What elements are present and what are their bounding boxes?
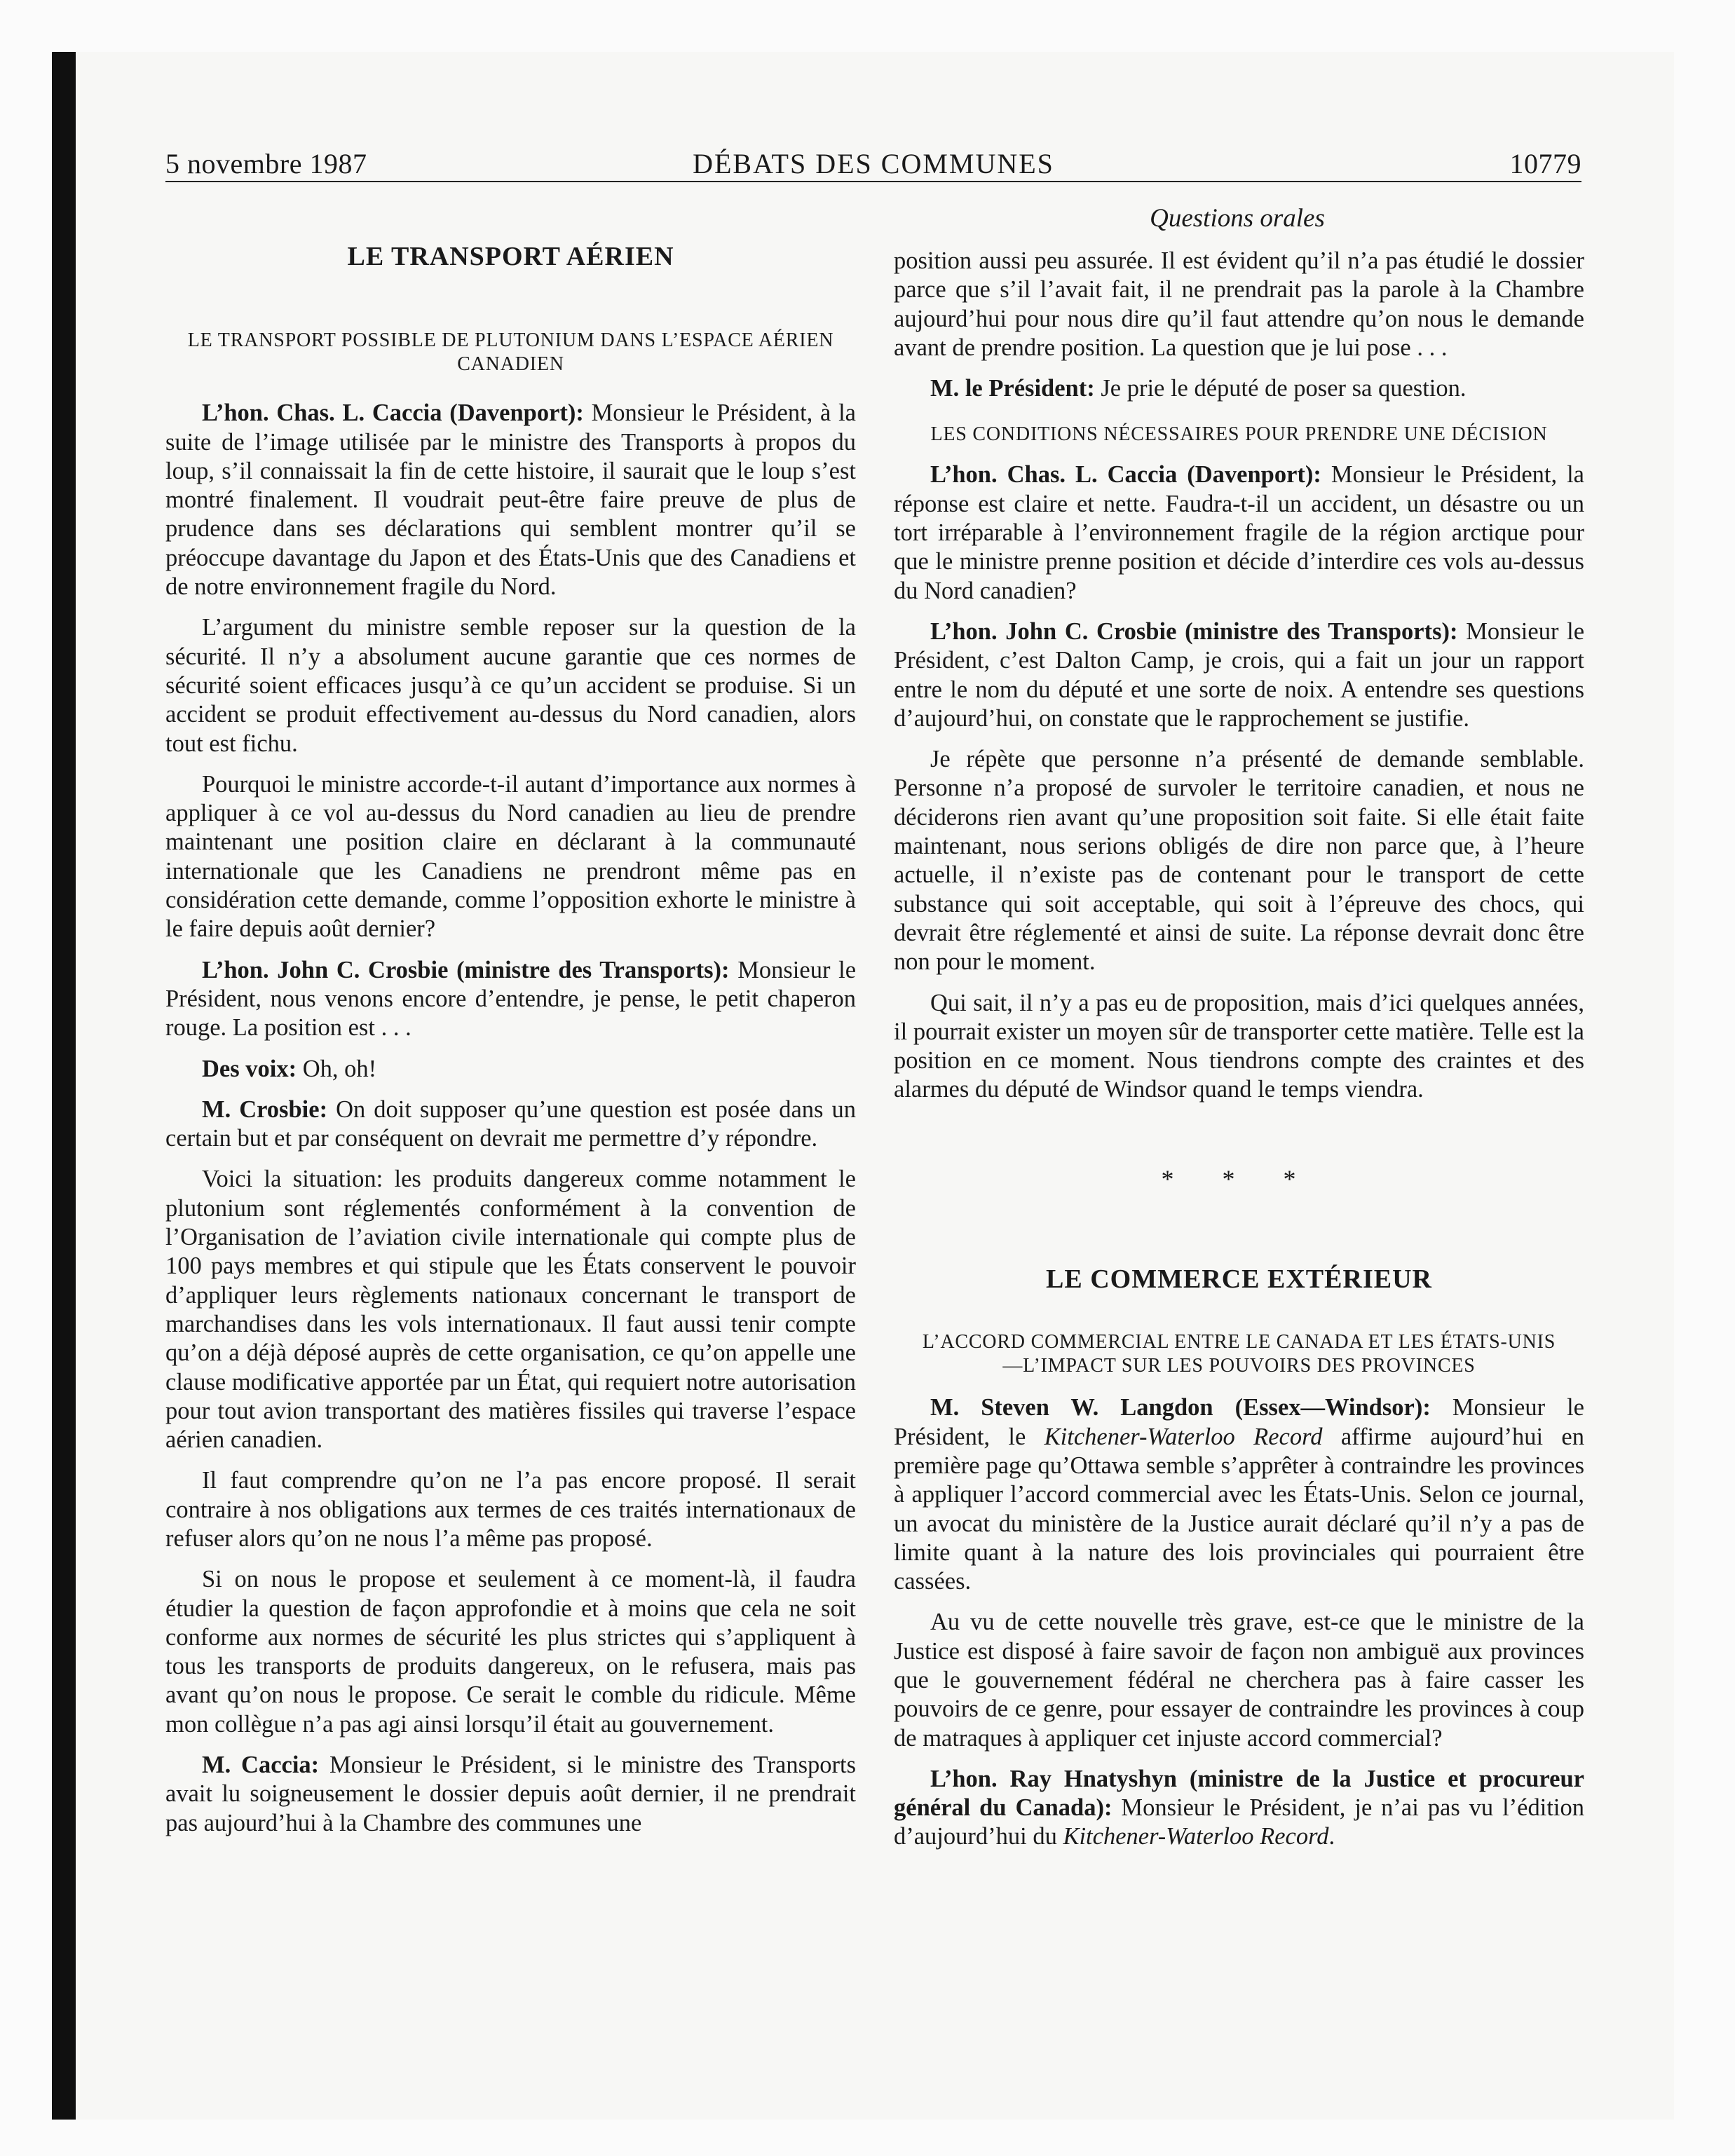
speech-text: Je prie le député de poser sa question.	[1094, 375, 1467, 402]
header-rule	[165, 181, 1581, 182]
paragraph-president	[894, 374, 1584, 403]
debate-paragraph	[894, 618, 1584, 733]
running-head: Questions orales	[1150, 204, 1325, 233]
speech-text: On doit supposer qu’une question est posée dans un certain but et par conséquent on devrait me permettre d’y répondre.	[165, 1096, 856, 1152]
newspaper-title: Kitchener-Waterloo Record	[1063, 1823, 1329, 1850]
speaker-name: L’hon. John C. Crosbie (ministre des Transports):	[930, 618, 1458, 645]
speech-text: Monsieur le Président, si le ministre des Transports avait lu soigneusement le dossier depuis août dernier, il ne prendrait pas aujourd’hui à la Chambre des communes une	[165, 1752, 857, 1836]
right-column	[894, 247, 1584, 1852]
debate-paragraph	[894, 460, 1584, 605]
speech-text: L’argument du ministre semble reposer sur la question de la sécurité. Il n’y a absolument aucune garantie que ces normes de sécurité soient efficaces jusqu’à ce qu’un accident se produise. Si un accident se produit effectivement au-dessus du Nord canadien, alors tout est fichu.	[165, 614, 856, 757]
subtitle-accord: L’ACCORD COMMERCIAL ENTRE LE CANADA ET LES ÉTATS-UNIS—L’IMPACT SUR LES POUVOIRS DES PROVINCES	[922, 1331, 1556, 1377]
section-separator-stars: * * *	[1161, 1164, 1317, 1193]
debate-paragraph	[165, 1565, 856, 1739]
debate-paragraph	[165, 770, 856, 944]
debate-paragraph	[894, 989, 1584, 1105]
debate-paragraph	[165, 1466, 856, 1553]
paragraph-hnatyshyn	[894, 1765, 1584, 1852]
speaker-name: L’hon. John C. Crosbie (ministre des Transports):	[202, 956, 730, 983]
speaker-name: L’hon. Chas. L. Caccia (Davenport):	[930, 461, 1321, 489]
speech-text: Pourquoi le ministre accorde-t-il autant d’importance aux normes à appliquer à ce vol au-dessus du Nord canadien au lieu de prendre maintenant une position claire en déclarant à la communauté internationale que les Canadiens ne prendront même pas en considération cette demande, comme l’opposition exhorte le ministre à le faire depuis août dernier?	[165, 770, 856, 943]
left-column	[165, 238, 856, 1838]
debate-paragraph	[165, 1055, 856, 1084]
speaker-name: M. Steven W. Langdon (Essex—Windsor):	[930, 1394, 1431, 1421]
header-page-number: 10779	[1509, 148, 1581, 179]
left-paragraphs	[165, 399, 856, 1838]
speech-text: Si on nous le propose et seulement à ce moment-là, il faudra étudier la question de façon approfondie et à moins que cela ne soit conforme aux normes de sécurité les plus strictes qui s’appliquent à tous les transports de produits dangereux, on le refusera, mais pas avant qu’on nous le propose. Ce serait le comble du ridicule. Même mon collègue n’a pas agi ainsi lorsqu’il était au gouvernement.	[165, 1566, 856, 1738]
header-title: DÉBATS DES COMMUNES	[693, 148, 1054, 179]
speaker-name: L’hon. Ray Hnatyshyn (ministre de la Justice et procureur général du Canada):	[894, 1765, 1584, 1822]
speech-text: Oh, oh!	[297, 1055, 377, 1082]
speech-text: Qui sait, il n’y a pas eu de proposition, mais d’ici quelques années, il pourrait exister un moyen sûr de transporter cette matière. Telle est la position en ce moment. Nous tiendrons compte des craintes et des alarmes du député de Windsor quand le temps viendra.	[894, 989, 1584, 1103]
speech-text: Monsieur le Président, c’est Dalton Camp, je crois, qui a fait un jour un rapport entre le nom du député et une sorte de noix. A entendre ses questions d’aujourd’hui, on constate que le rapprochement se justifie.	[894, 618, 1585, 732]
paragraph-langdon	[894, 1393, 1584, 1596]
page-header	[165, 147, 1581, 184]
subtitle-plutonium: LE TRANSPORT POSSIBLE DE PLUTONIUM DANS L’ESPACE AÉRIEN CANADIEN	[187, 329, 834, 376]
debate-paragraph	[165, 399, 856, 601]
debate-paragraph	[165, 1751, 856, 1838]
debate-paragraph	[165, 613, 856, 758]
paragraph-continued: position aussi peu assurée. Il est évident qu’il n’a pas étudié le dossier parce que s’il l’avait fait, il ne prendrait pas la parole à la Chambre aujourd’hui pour nous dire qu’il faut attendre qu’on nous le demande avant de prendre position. La question que je lui pose . . .	[894, 247, 1584, 361]
debate-paragraph	[165, 1165, 856, 1454]
section-title-commerce: LE COMMERCE EXTÉRIEUR	[1046, 1264, 1432, 1295]
debate-paragraph	[894, 745, 1584, 976]
debate-paragraph	[165, 1096, 856, 1154]
speech-text: Monsieur le Président, la réponse est claire et nette. Faudra-t-il un accident, un désastre ou un tort irréparable à l’environnement fragile de la région arctique pour que le ministre prenne position et décide d’interdire ces vols au-dessus du Nord canadien?	[894, 461, 1584, 604]
subtitle-conditions: LES CONDITIONS NÉCESSAIRES POUR PRENDRE UNE DÉCISION	[930, 423, 1548, 446]
speech-text: Monsieur le Président, je n’ai pas vu l’édition d’aujourd’hui du	[894, 1794, 1584, 1850]
speech-text: affirme aujourd’hui en première page qu’Ottawa semble s’apprêter à contraindre les provinces à appliquer l’accord commercial avec les États-Unis. Selon ce journal, un avocat du ministère de la Justice aurait déclaré qu’il n’y a pas de limite quant à la nature des lois provinciales qui pourraient être cassées.	[894, 1423, 1584, 1595]
scan-edge	[52, 52, 76, 2120]
debate-paragraph	[165, 956, 856, 1043]
header-date: 5 novembre 1987	[165, 148, 367, 179]
paragraph-question: Au vu de cette nouvelle très grave, est-ce que le ministre de la Justice est disposé à faire savoir de façon non ambiguë aux provinces que le gouvernement fédéral ne cherchera pas à faire casser les pouvoirs de ce genre, pour essayer de contraindre les provinces à coup de matraques à appliquer cet injuste accord commercial?	[894, 1609, 1584, 1752]
speaker-name: Des voix:	[202, 1055, 297, 1082]
speech-text: Voici la situation: les produits dangereux comme notamment le plutonium sont réglementés conformément à la convention de l’Organisation de l’aviation civile internationale qui compte plus de 100 pays membres et qui stipule que les États conservent le pouvoir d’appliquer leurs règlements nationaux concernant le transport de marchandises dans les vols internationaux. Il faut aussi tenir compte qu’on a déjà déposé auprès de cette organisation, ce qu’on appelle une clause modificative apportée par un État, qui requiert notre autorisation pour tout avion transportant des matières fissiles qui traverse l’espace aérien canadien.	[165, 1166, 856, 1454]
speaker-name: M. Crosbie:	[202, 1096, 328, 1123]
section-title-transport: LE TRANSPORT AÉRIEN	[347, 242, 674, 271]
right-paragraphs	[894, 460, 1584, 1104]
newspaper-title: Kitchener-Waterloo Record	[1044, 1423, 1323, 1450]
speaker-name: L’hon. Chas. L. Caccia (Davenport):	[202, 400, 584, 427]
speech-text: Je répète que personne n’a présenté de demande semblable. Personne n’a proposé de survoler le territoire canadien, et nous ne déciderons rien avant qu’une proposition soit faite. Si elle était faite maintenant, nous serions obligés de dire non parce que, à l’heure actuelle, il n’existe pas de contenant pour le transport de cette substance qui soit acceptable, qui soit à l’épreuve des chocs, qui devrait être réglementé et ainsi de suite. La réponse devrait donc être non pour le moment.	[894, 746, 1584, 976]
speech-text: Monsieur le Président, nous venons encore d’entendre, je pense, le petit chaperon rouge. La position est . . .	[165, 956, 857, 1042]
speech-text: Monsieur le Président, à la suite de l’image utilisée par le ministre des Transports à propos du loup, s’il connaissait la fin de cette histoire, il saurait que le loup s’est montré finalement. Il voudrait peut-être faire preuve de plus de prudence dans ses déclarations qui semblent montrer qu’il se préoccupe davantage du Japon et des États-Unis que des Canadiens et de notre environnement fragile du Nord.	[165, 400, 856, 601]
speaker-name: M. Caccia:	[202, 1752, 320, 1779]
speech-text: Monsieur le Président, le	[894, 1394, 1584, 1450]
speech-text: .	[1328, 1823, 1335, 1850]
speaker-name: M. le Président:	[930, 375, 1095, 402]
speech-text: Il faut comprendre qu’on ne l’a pas encore proposé. Il serait contraire à nos obligations aux termes de ces traités internationaux de refuser alors qu’on ne nous l’a même pas proposé.	[165, 1467, 856, 1552]
